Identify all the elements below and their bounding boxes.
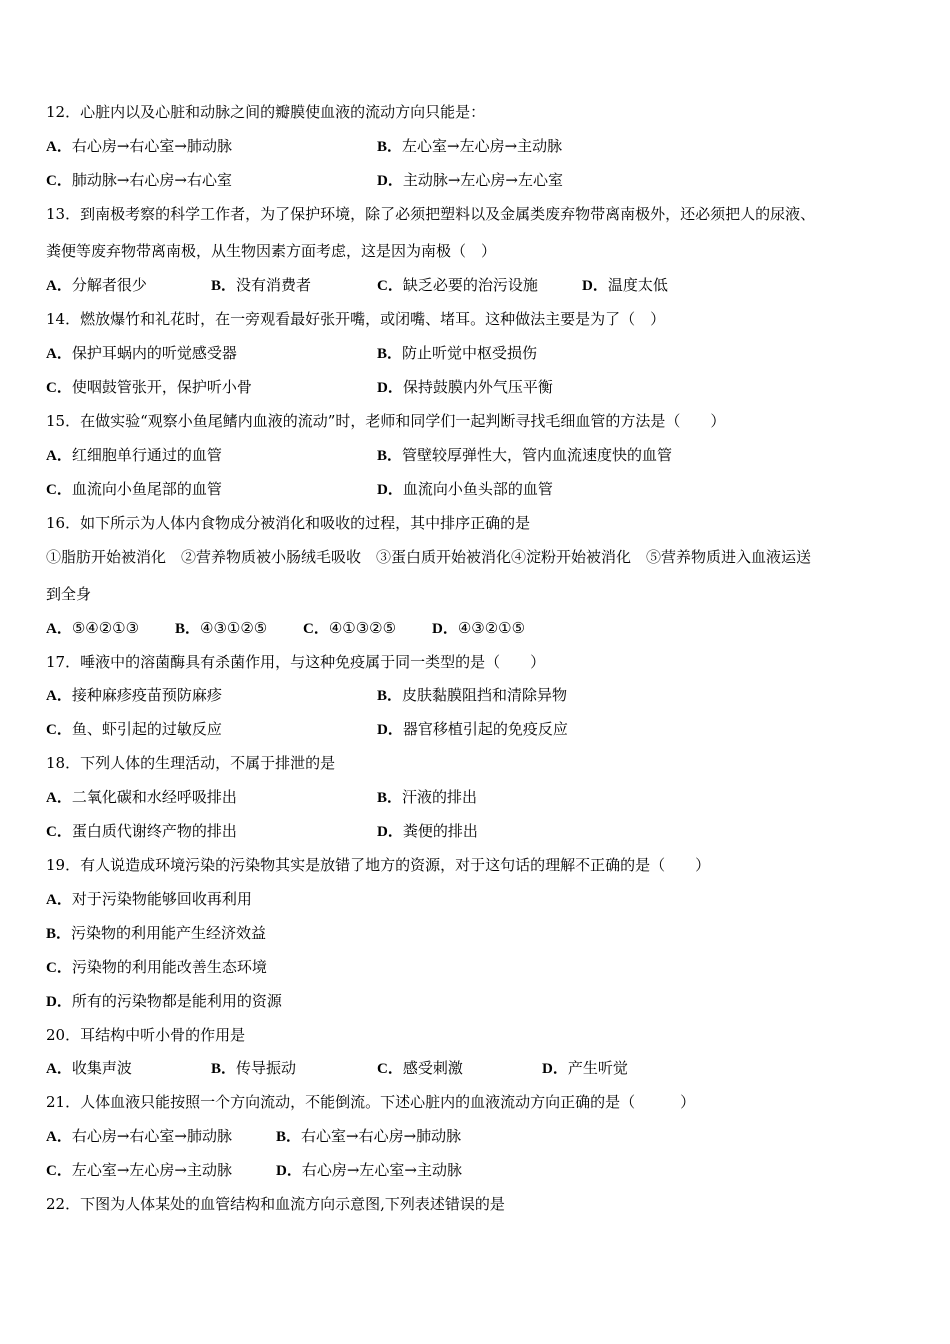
question-13-option-a: A．分解者很少 [46,276,147,294]
question-14-option-a: A．保护耳蜗内的听觉感受器 [46,344,237,362]
question-19-option-d: D．所有的污染物都是能利用的资源 [46,992,282,1010]
question-17-option-b: B．皮肤黏膜阻挡和清除异物 [377,686,568,704]
question-17-option-d: D．器官移植引起的免疫反应 [377,720,568,738]
question-12-option-a: A．右心房→右心室→肺动脉 [46,137,232,155]
question-16-option-b: B．④③①②⑤ [175,619,268,637]
question-18-option-a: A．二氧化碳和水经呼吸排出 [46,788,237,806]
question-16-option-c: C．④①③②⑤ [303,619,397,637]
question-20-option-d: D．产生听觉 [542,1059,628,1077]
question-20-option-c: C．感受刺激 [377,1059,463,1077]
question-18-option-b: B．汗液的排出 [377,788,478,806]
question-15-stem: 15．在做实验“观察小鱼尾鳍内血液的流动”时，老师和同学们一起判断寻找毛细血管的方法是（ ） [46,412,726,430]
question-16-stem-line-2: ①脂肪开始被消化 ②营养物质被小肠绒毛吸收 ③蛋白质开始被消化④淀粉开始被消化 ⑤营养物质进入血液运送 [46,548,812,566]
question-21-option-c: C．左心室→左心房→主动脉 [46,1161,232,1179]
question-14-option-c: C．使咽鼓管张开，保护听小骨 [46,378,252,396]
question-16-option-d: D．④③②①⑤ [432,619,526,637]
question-19-option-c: C．污染物的利用能改善生态环境 [46,958,267,976]
question-22-stem: 22．下图为人体某处的血管结构和血流方向示意图,下列表述错误的是 [46,1195,505,1213]
question-13-option-b: B．没有消费者 [211,276,312,294]
question-12-option-c: C．肺动脉→右心房→右心室 [46,171,232,189]
question-20-stem: 20．耳结构中听小骨的作用是 [46,1026,246,1044]
question-17-stem: 17．唾液中的溶菌酶具有杀菌作用，与这种免疫属于同一类型的是（ ） [46,653,546,671]
question-16-stem-line-1: 16．如下所示为人体内食物成分被消化和吸收的过程，其中排序正确的是 [46,514,531,532]
question-17-option-a: A．接种麻疹疫苗预防麻疹 [46,686,222,704]
question-19-option-a: A．对于污染物能够回收再利用 [46,890,252,908]
question-14-option-d: D．保持鼓膜内外气压平衡 [377,378,553,396]
question-15-option-a: A．红细胞单行通过的血管 [46,446,222,464]
question-13-stem-line-2: 粪便等废弃物带离南极，从生物因素方面考虑，这是因为南极（ ） [46,242,497,260]
question-21-option-a: A．右心房→右心室→肺动脉 [46,1127,232,1145]
question-18-option-d: D．粪便的排出 [377,822,478,840]
question-16-stem-line-3: 到全身 [46,585,92,603]
question-18-option-c: C．蛋白质代谢终产物的排出 [46,822,237,840]
question-16-option-a: A．⑤④②①③ [46,619,140,637]
question-21-option-b: B．右心室→右心房→肺动脉 [276,1127,462,1145]
question-20-option-b: B．传导振动 [211,1059,297,1077]
question-12-option-d: D．主动脉→左心房→左心室 [377,171,563,189]
question-21-stem: 21．人体血液只能按照一个方向流动，不能倒流。下述心脏内的血液流动方向正确的是（ ） [46,1093,696,1111]
question-20-option-a: A．收集声波 [46,1059,132,1077]
question-13-option-d: D．温度太低 [582,276,668,294]
question-15-option-d: D．血流向小鱼头部的血管 [377,480,553,498]
question-15-option-c: C．血流向小鱼尾部的血管 [46,480,222,498]
question-19-stem: 19．有人说造成环境污染的污染物其实是放错了地方的资源，对于这句话的理解不正确的是（ ） [46,856,711,874]
question-15-option-b: B．管壁较厚弹性大，管内血流速度快的血管 [377,446,673,464]
question-14-stem: 14．燃放爆竹和礼花时，在一旁观看最好张开嘴，或闭嘴、堵耳。这种做法主要是为了（ ） [46,310,666,328]
question-17-option-c: C．鱼、虾引起的过敏反应 [46,720,222,738]
question-13-stem-line-1: 13．到南极考察的科学工作者，为了保护环境，除了必须把塑料以及金属类废弃物带离南极外，还必须把人的尿液、 [46,205,816,223]
question-14-option-b: B．防止听觉中枢受损伤 [377,344,538,362]
question-12-option-b: B．左心室→左心房→主动脉 [377,137,563,155]
question-21-option-d: D．右心房→左心室→主动脉 [276,1161,462,1179]
question-13-option-c: C．缺乏必要的治污设施 [377,276,538,294]
question-18-stem: 18．下列人体的生理活动，不属于排泄的是 [46,754,336,772]
question-19-option-b: B．污染物的利用能产生经济效益 [46,924,267,942]
question-12-stem: 12．心脏内以及心脏和动脉之间的瓣膜使血液的流动方向只能是： [46,103,486,121]
